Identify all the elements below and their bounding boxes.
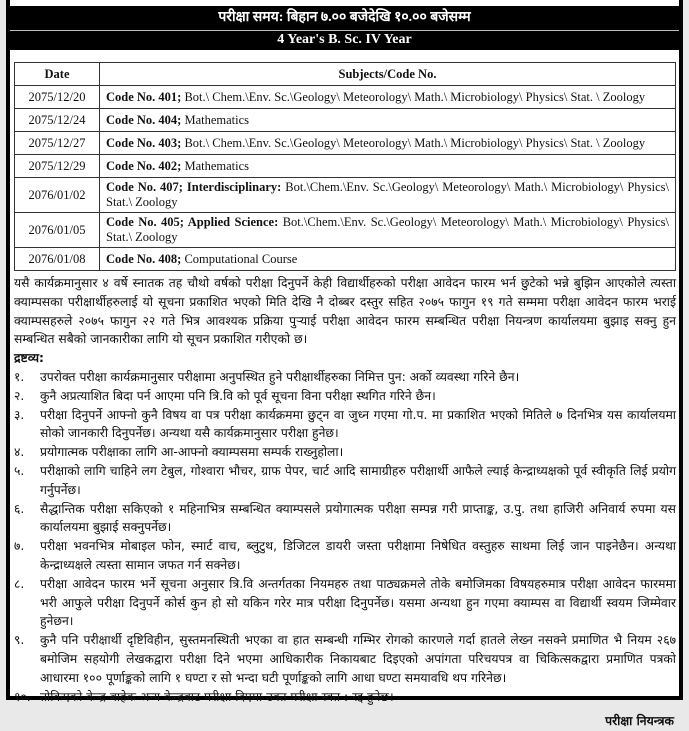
notice-body <box>10 50 679 729</box>
subject-list: Computational Course <box>181 251 298 266</box>
note-number: ६. <box>14 501 25 516</box>
subject-list: Mathematics <box>181 112 250 127</box>
note-item <box>14 631 676 687</box>
note-number: ३. <box>14 407 25 422</box>
notes-heading: द्रष्टव्य: <box>14 351 44 366</box>
note-number: १०. <box>14 689 31 704</box>
code-number: Code No. 408; <box>106 251 182 266</box>
subject-list: Mathematics <box>181 158 250 173</box>
code-number: Code No. 401; <box>106 89 182 104</box>
note-text: कुनै पनि परीक्षार्थी दृष्टिविहीन, सुस्तमनस्थिती भएका वा हात सम्बन्धी गम्भिर रोगको कारणले गर्दा हातले लेख्न नसक्ने प्रमाणित भै नियम २६७ बमोजिम सहयोगी लेखकद्वारा परीक्षा दिने भएमा आधिकारीक निकायबाट दिइएको अपांगता परिचयपत्र वा चिकित्सकद्वारा प्रमाणित पत्रको आधारमा १०० पूर्णाङ्कको लागि १ घण्टा र सो भन्दा घटी पूर्णाङ्कको लागि आधा घण्टा समयावधि थप गरिनेछ। <box>40 633 676 685</box>
code-number: Code No. 403; <box>106 135 182 150</box>
table-row <box>15 86 676 109</box>
note-text: परीक्षा आवेदन फारम भर्ने सूचना अनुसार त्रि.वि अन्तर्गतका नियमहरु तथा पाठ्यक्रमले तोके बमोजिमका विषयहरुमात्र परीक्षा आवेदन फारममा भरी आफुले परीक्षा दिनुपर्ने कोर्स कुन हो सो यकिन गरेर मात्र परीक्षा दिनुपर्नेछ। यसमा अन्यथा हुन गएमा क्याम्पस वा विद्यार्थी स्वयम जिम्मेवार हुनेछन। <box>40 576 676 629</box>
date-cell: 2076/01/05 <box>15 213 100 248</box>
date-cell: 2075/12/27 <box>15 132 100 155</box>
note-number: ८. <box>14 576 25 591</box>
exam-schedule-table <box>14 62 676 271</box>
note-text: परीक्षा दिनुपर्ने आफ्नो कुनै विषय वा पत्र परीक्षा कार्यक्रममा छुट्न वा जुध्न गएमा गो.प. मा प्रकाशित भएको मितिले ७ दिनभित्र यस कार्यालयमा सोको जानकारी दिनुपर्नेछ। अन्यथा यसै कार्यक्रमानुसार परीक्षा हुनेछ। <box>40 407 676 441</box>
date-cell: 2076/01/08 <box>15 248 100 271</box>
notes-list <box>14 368 676 706</box>
note-text: परीक्षाको लागि चाहिने लग टेबुल, गोश्वारा भौचर, ग्राफ पेपर, चार्ट आदि सामाग्रीहरु परीक्षार्थी आफैले ल्याई केन्द्राध्यक्षको पूर्व स्वीकृति लिई प्रयोग गर्नुपर्नेछ। <box>40 463 676 497</box>
note-text: तोकिएको केन्द्र बाहेक अन्य केन्द्रबाट परीक्षा दिएमा उक्त परीक्षा स्वत : रद्द हुनेछ। <box>40 689 394 704</box>
code-number: Code No. 402; <box>106 158 182 173</box>
date-cell: 2076/01/02 <box>15 178 100 213</box>
subjects-cell <box>100 132 676 155</box>
note-text: उपरोक्त परीक्षा कार्यक्रमानुसार परीक्षामा अनुपस्थित हुने परीक्षार्थीहरुका निमित्त पुन: अर्को व्यवस्था गरिने छैन। <box>40 369 520 384</box>
note-text: सैद्धान्तिक परीक्षा सकिएको १ महिनाभित्र सम्बन्धित क्याम्पसले प्रयोगात्मक परीक्षा सम्पन्न गरी प्राप्ताङ्क, उ.पु. तथा हाजिरी अनिवार्य रुपमा यस कार्यालयमा बुझाई सक्नुपर्नेछ। <box>40 501 676 535</box>
subjects-cell <box>100 213 676 248</box>
note-item <box>14 537 676 575</box>
note-item <box>14 500 676 538</box>
date-cell: 2075/12/29 <box>15 155 100 178</box>
program-banner: 4 Year's B. Sc. IV Year <box>10 30 679 49</box>
note-number: ९. <box>14 633 25 648</box>
notice-content <box>14 274 676 731</box>
code-number: Code No. 407; Interdisciplinary: <box>106 180 282 194</box>
code-number: Code No. 405; Applied Science: <box>106 215 279 229</box>
note-item <box>14 443 676 462</box>
table-row <box>15 155 676 178</box>
note-number: २. <box>14 388 25 403</box>
table-row <box>15 178 676 213</box>
note-number: १. <box>14 369 25 384</box>
subject-list: Bot.\Chem.\Env. Sc.\Geology\ Meteorology\ Math.\ Microbiology\ Physics\ Stat.\ Zoology <box>106 215 669 244</box>
table-row <box>15 132 676 155</box>
note-text: कुनै अप्रत्याशित बिदा पर्न आएमा पनि त्रि.वि को पूर्व सूचना विना परीक्षा स्थगित गरिने छैन। <box>40 388 436 403</box>
date-cell: 2075/12/24 <box>15 109 100 132</box>
subject-list: Bot.\Chem.\Env. Sc.\Geology\ Meteorology\ Math.\ Microbiology\ Physics\ Stat.\ Zoology <box>106 180 669 209</box>
subjects-cell <box>100 86 676 109</box>
note-item <box>14 462 676 500</box>
subject-list: Bot.\ Chem.\Env. Sc.\Geology\ Meteorology\ Math.\ Microbiology\ Physics\ Stat. \ Zoology <box>181 135 646 150</box>
note-text: परीक्षा भवनभित्र मोबाइल फोन, स्मार्ट वाच, ब्लुटुथ, डिजिटल डायरी जस्ता परीक्षामा निषेधित वस्तुहरु साथमा लिई जान पाइनेछैन। अन्यथा केन्द्राध्यक्षले त्यस्ता सामान जफत गर्न सक्नेछ। <box>40 539 676 572</box>
date-cell: 2075/12/20 <box>15 86 100 109</box>
subject-list: Bot.\ Chem.\Env. Sc.\Geology\ Meteorology\ Math.\ Microbiology\ Physics\ Stat. \ Zoology <box>181 89 646 104</box>
notice-paragraph: यसै कार्यक्रमानुसार ४ वर्षे स्नातक तह चौथो वर्षको परीक्षा दिनुपर्ने केही विद्यार्थीहरुको परीक्षा आवेदन फारम भर्न छुटेको भन्ने बुझिन आएकोले त्यस्ता क्याम्पसका परीक्षार्थीहरुलाई यो सूचना प्रकाशित भएको मिति देखि नै दोब्बर दस्तुर सहित २०७५ फागुन १९ गते सम्ममा परीक्षा आवेदन फारम भराई क्याम्पसहरुले २०७५ फागुन २२ गते भित्र आवश्यक प्रक्रिया पुऱ्याई परीक्षा आवेदन फारम सम्बन्धित परीक्षा नियन्त्रण कार्यालयमा बुझाइ सक्नु हुन सम्बन्धित सबैको जानकारीका लागि यो सूचन प्रकाशित गरीएको छ। <box>14 276 676 347</box>
exam-time-banner: परीक्षा समय: बिहान ७.०० बजेदेखि १०.०० बजेसम्म <box>10 8 679 28</box>
signature: परीक्षा नियन्त्रक <box>605 714 674 729</box>
note-number: ४. <box>14 445 25 460</box>
top-strip <box>10 0 679 6</box>
code-number: Code No. 404; <box>106 112 182 127</box>
note-number: ७. <box>14 539 25 554</box>
subjects-cell <box>100 155 676 178</box>
note-item <box>14 387 676 406</box>
subjects-column-header: Subjects/Code No. <box>100 63 676 86</box>
note-item <box>14 688 676 707</box>
note-item <box>14 575 676 631</box>
note-item <box>14 406 676 444</box>
date-column-header: Date <box>15 63 100 86</box>
note-number: ५. <box>14 463 25 478</box>
table-row <box>15 109 676 132</box>
table-header-row <box>15 63 676 86</box>
note-text: प्रयोगात्मक परीक्षाका लागि आ-आफ्नो क्याम्पसमा सम्पर्क राख्नुहोला। <box>40 445 344 460</box>
note-item <box>14 368 676 387</box>
table-row <box>15 213 676 248</box>
table-row <box>15 248 676 271</box>
subjects-cell <box>100 248 676 271</box>
subjects-cell <box>100 109 676 132</box>
subjects-cell <box>100 178 676 213</box>
